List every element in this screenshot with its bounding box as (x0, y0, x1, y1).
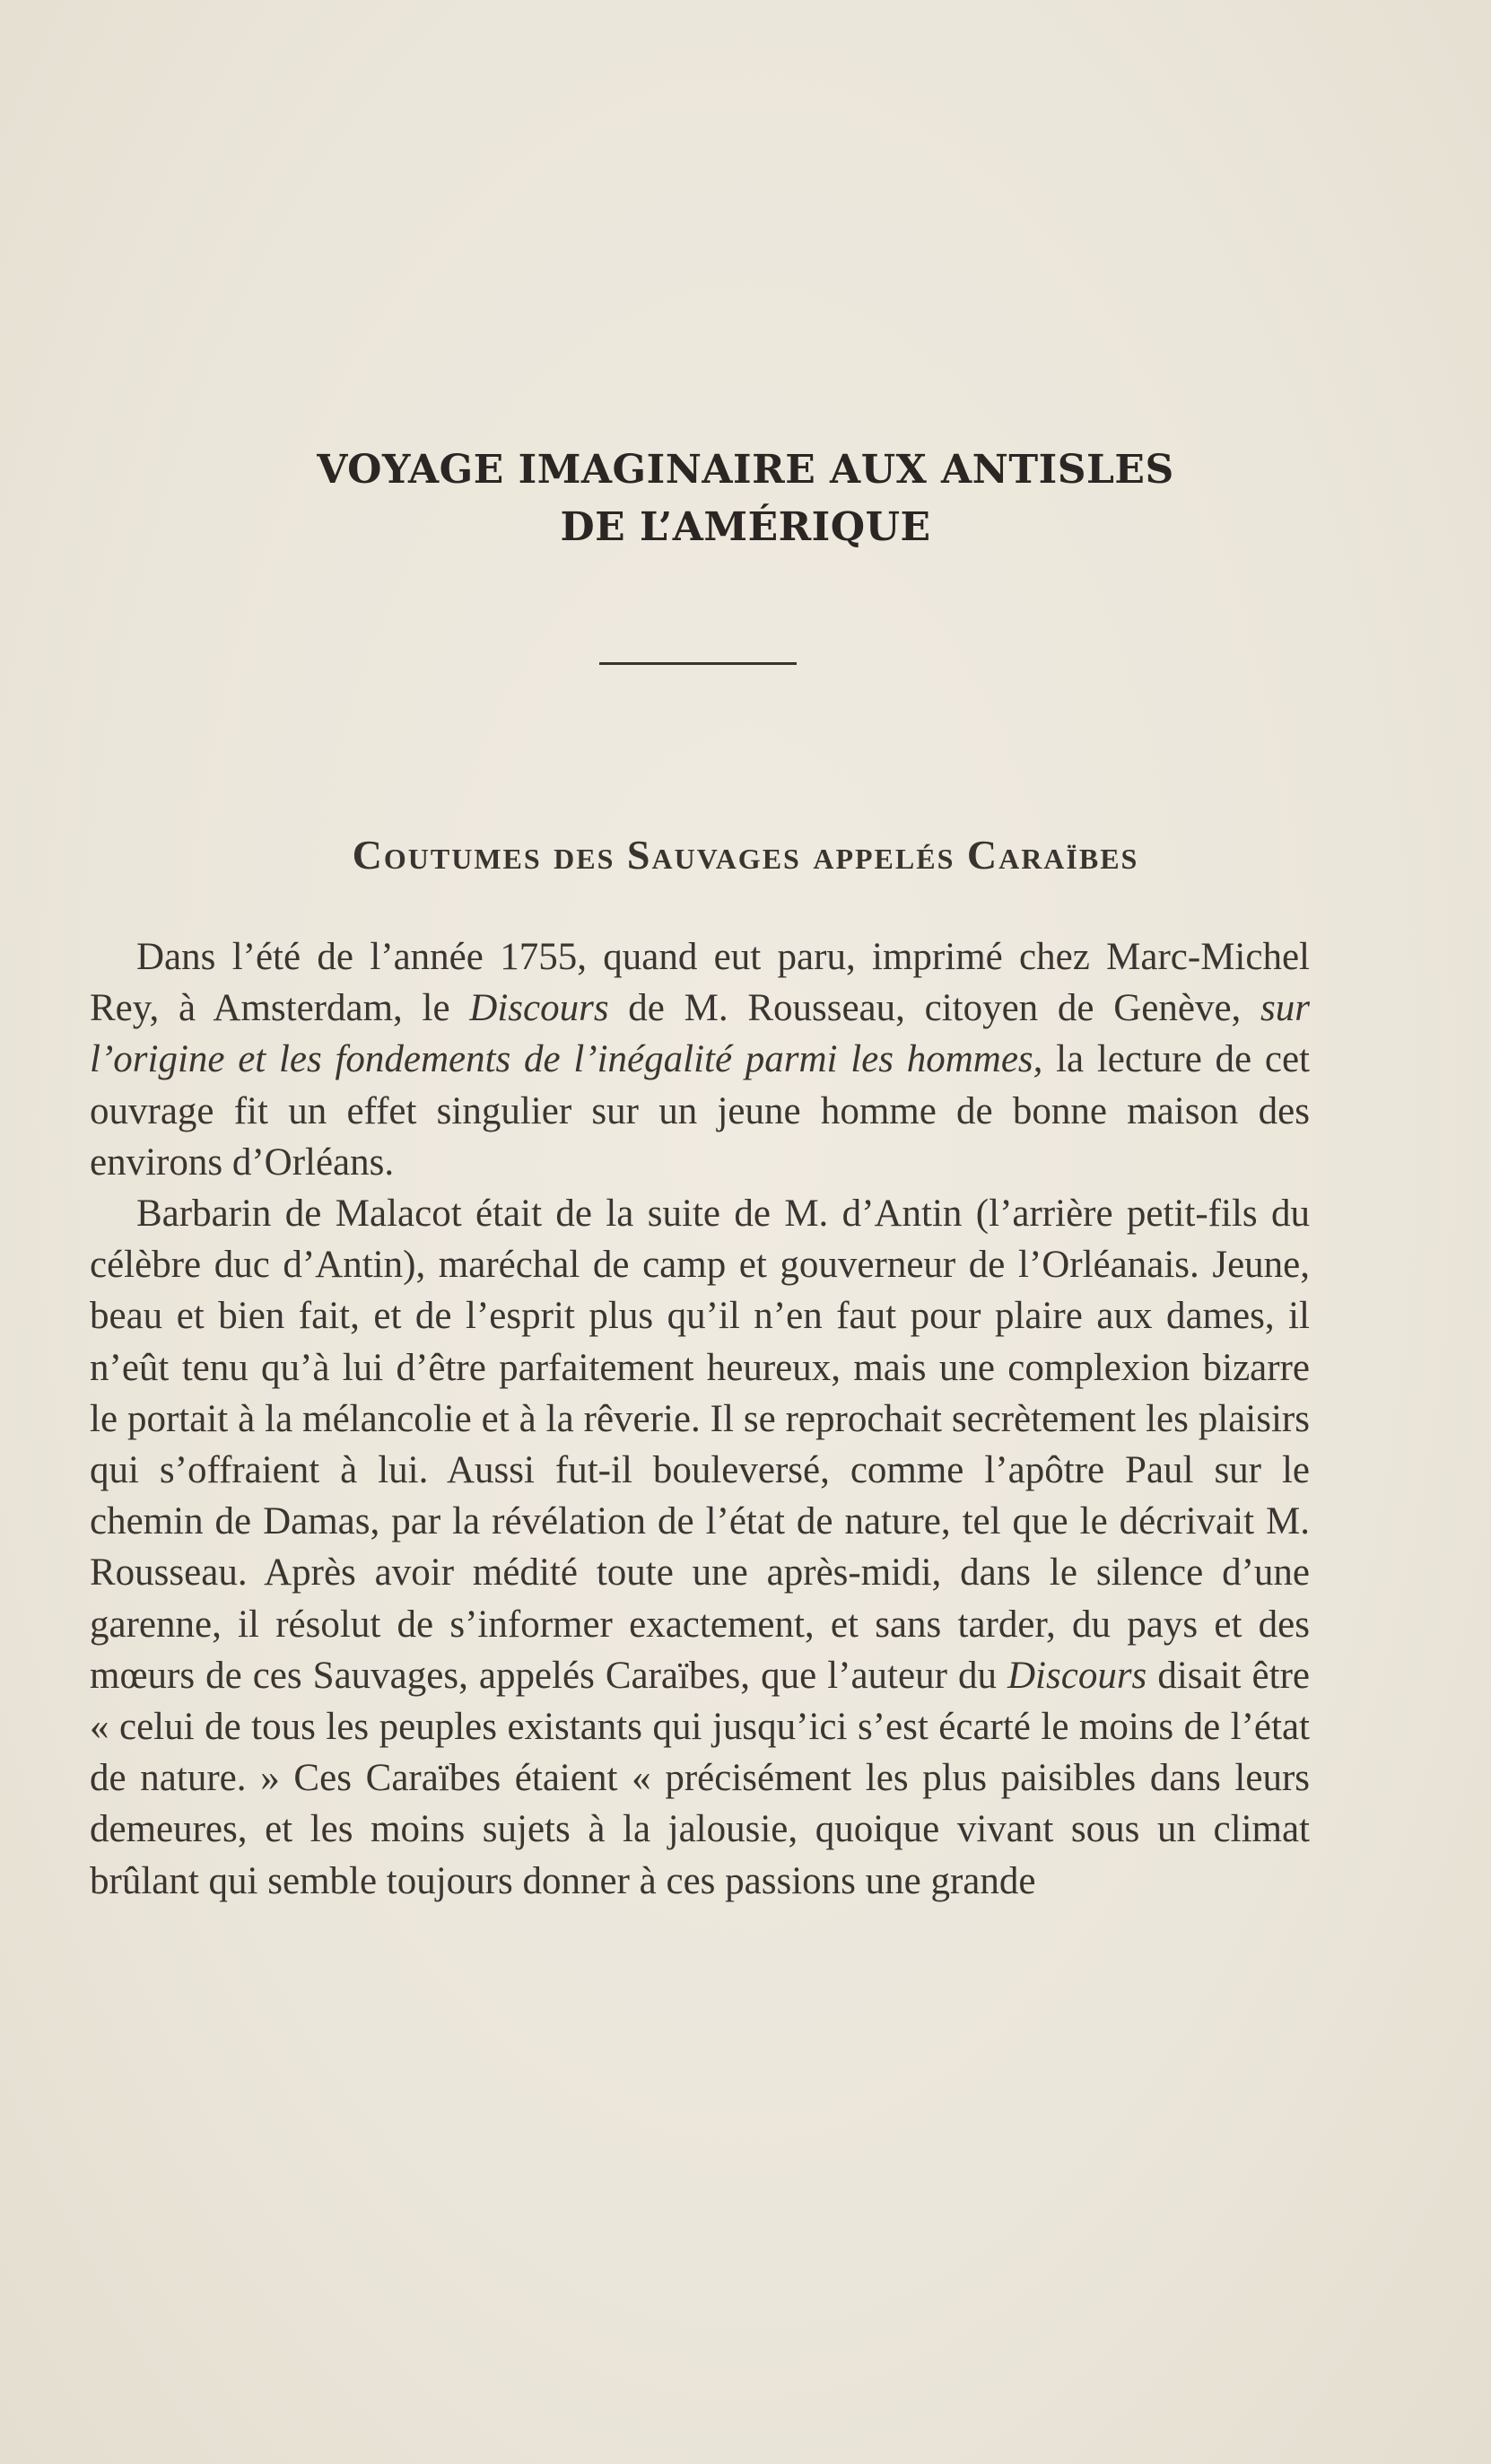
paragraph-2-text-a: Barbarin de Malacot était de la suite de M. d’Antin (l’arrière petit-fils du célèbre duc d’Antin), maréchal de camp et gouverneur de l’Orléanais. Jeune, beau et bien fait, et de l’esprit plus qu’il n’en faut pour plaire aux dames, il n’eût tenu qu’à lui d’être parfaitement heureux, mais une complexion bizarre le portait à la mélancolie et à la rêverie. Il se reprochait secrètement les plaisirs qui s’offraient à lui. Aussi fut-il bouleversé, comme l’apôtre Paul sur le chemin de Damas, par la révélation de l’état de nature, tel que le décrivait M. Rousseau. Après avoir médité toute une après-midi, dans le silence d’une garenne, il résolut de s’informer exactement, et sans tarder, du pays et des mœurs de ces Sauvages, appelés Caraïbes, que l’auteur du (90, 1193, 1310, 1697)
paragraph-2-italic-title: Discours (1007, 1654, 1147, 1697)
paragraph-2 (90, 1188, 1310, 1907)
body-text (90, 931, 1310, 1907)
chapter-title-line-2: DE L’AMÉRIQUE (560, 504, 931, 550)
paragraph-1 (90, 931, 1310, 1188)
paragraph-1-italic-subtitle: sur l’origine et les fondements de l’inégalité parmi les hommes, (90, 987, 1310, 1081)
section-heading: Coutumes des Sauvages appelés Caraïbes (352, 832, 1139, 878)
paragraph-1-italic-title: Discours (469, 987, 609, 1030)
paragraph-1-text-b: de M. Rousseau, citoyen de Genève, (608, 987, 1261, 1030)
title-divider (599, 662, 797, 665)
chapter-title-line-1: VOYAGE IMAGINAIRE AUX ANTISLES (317, 447, 1174, 493)
paragraph-2-text-b: disait être « celui de tous les peuples existants qui jusqu’ici s’est écarté le moins de l’état de nature. » Ces Caraïbes étaient « précisément les plus paisibles dans leurs demeures, et les moins sujets à la jalousie, quoique vivant sous un climat brûlant qui semble toujours donner à ces passions une grande (90, 1654, 1310, 1902)
chapter-title (135, 441, 1356, 556)
paragraph-1-text-a: Dans l’été de l’année 1755, quand eut paru, imprimé chez Marc-Michel Rey, à Amsterdam, le (90, 936, 1310, 1030)
paragraph-1-text-c: la lecture de cet ouvrage fit un effet singulier sur un jeune homme de bonne maison des environs d’Orléans. (90, 1038, 1310, 1184)
